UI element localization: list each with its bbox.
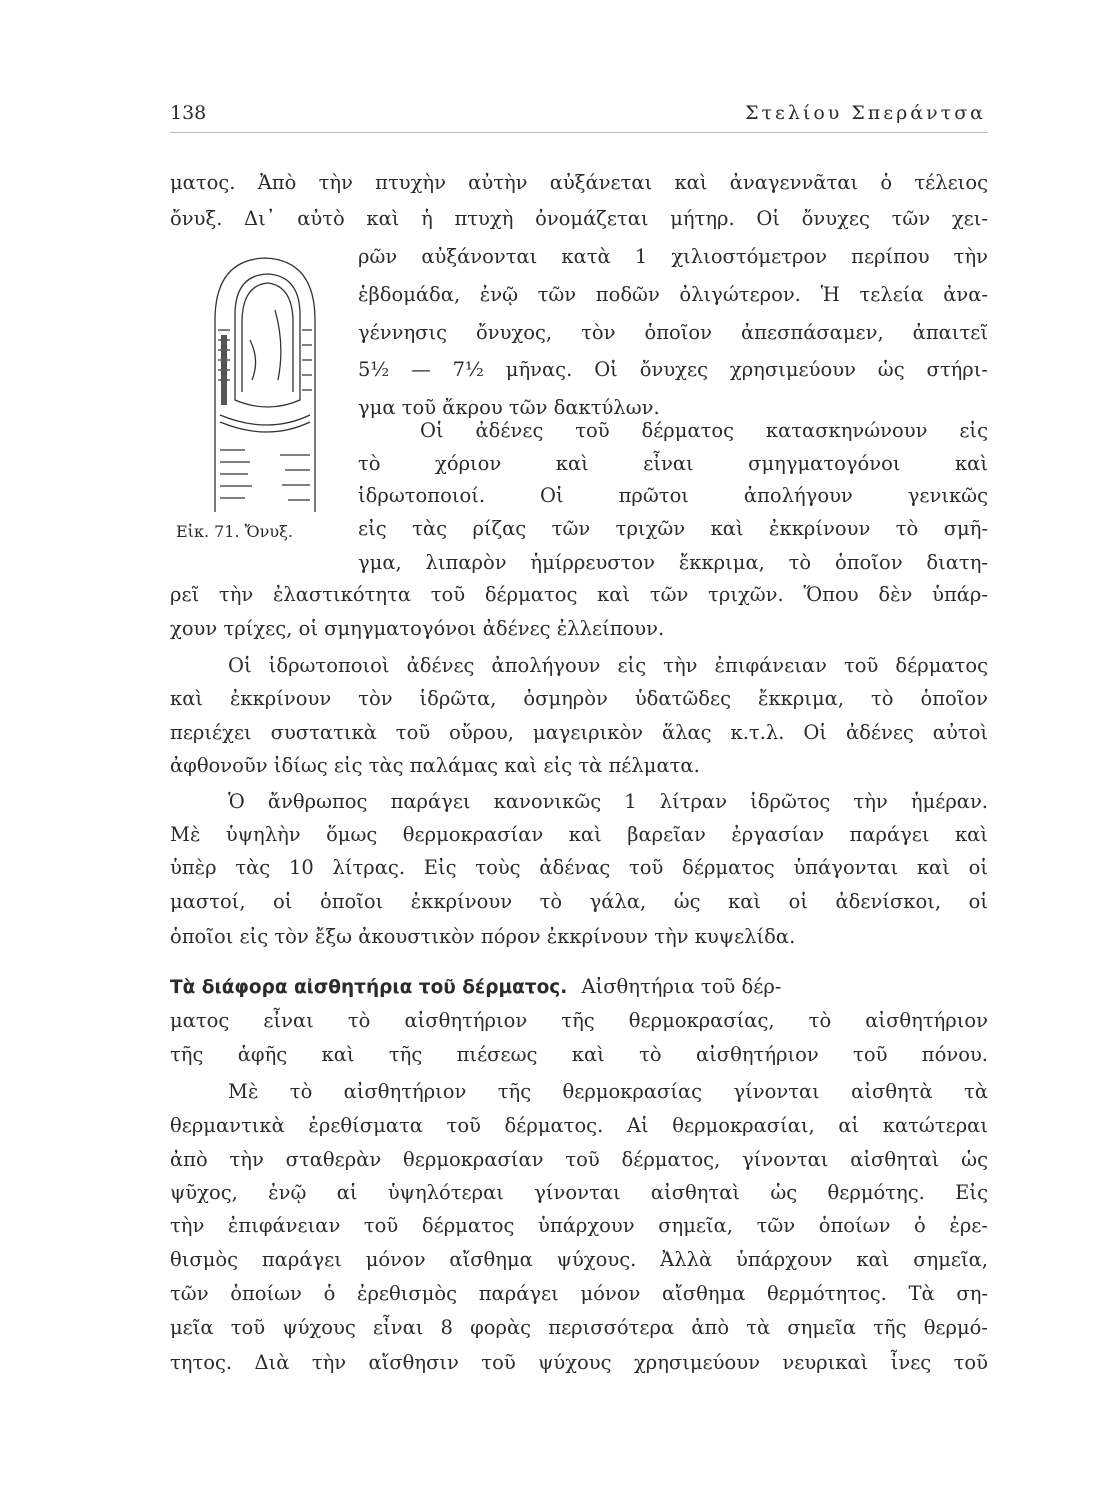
text-line: ρεῖ τὴν ἐλαστικότητα τοῦ δέρματος καὶ τῶν τριχῶν. Ὅπου δὲν ὑπάρ- (170, 583, 988, 606)
text-line: θισμὸς παράγει μόνον αἴσθημα ψύχους. Ἀλλὰ ὑπάρχουν καὶ σημεῖα, (170, 1248, 988, 1271)
fingernail-illustration (190, 250, 340, 515)
text-line: τὴν ἐπιφάνειαν τοῦ δέρματος ὑπάρχουν σημεῖα, τῶν ὁποίων ὁ ἐρε- (170, 1214, 988, 1237)
text-line: γμα, λιπαρὸν ἡμίρρευστον ἔκκριμα, τὸ ὁποῖον διατη- (358, 551, 988, 574)
text-line: ρῶν αὐξάνονται κατὰ 1 χιλιοστόμετρον περίπου τὴν (358, 245, 988, 268)
section-heading-line (170, 972, 988, 1003)
text-line: τὸ χόριον καὶ εἶναι σμηγματογόνοι καὶ (358, 452, 988, 475)
text-line: 5½ — 7½ μῆνας. Οἱ ὄνυχες χρησιμεύουν ὡς στήρι- (358, 358, 988, 381)
text-line: μαστοί, οἱ ὁποῖοι ἐκκρίνουν τὸ γάλα, ὡς καὶ οἱ ἀδενίσκοι, οἱ (170, 890, 988, 913)
text-line: Οἱ ἀδένες τοῦ δέρματος κατασκηνώνουν εἰς (420, 419, 988, 442)
running-title: Στελίου Σπεράντσα (745, 102, 986, 124)
page-number: 138 (170, 102, 207, 124)
text-line: χουν τρίχες, οἱ σμηγματογόνοι ἀδένες ἐλλείπουν. (170, 617, 665, 640)
text-line: ματος. Ἀπὸ τὴν πτυχὴν αὐτὴν αὐξάνεται καὶ ἀναγεννᾶται ὁ τέλειος (170, 171, 988, 194)
text-line: ἑβδομάδα, ἐνῷ τῶν ποδῶν ὀλιγώτερον. Ἡ τελεία ἀνα- (358, 283, 988, 306)
text-line: ὄνυξ. Δι᾽ αὐτὸ καὶ ἡ πτυχὴ ὀνομάζεται μήτηρ. Οἱ ὄνυχες τῶν χει- (170, 207, 988, 230)
text-line: μεῖα τοῦ ψύχους εἶναι 8 φορὰς περισσότερα ἀπὸ τὰ σημεῖα τῆς θερμό- (170, 1316, 988, 1339)
section-heading-tail: Αἰσθητήρια τοῦ δέρ- (581, 975, 782, 998)
text-line: περιέχει συστατικὰ τοῦ οὔρου, μαγειρικὸν ἅλας κ.τ.λ. Οἱ ἀδένες αὐτοὶ (170, 721, 988, 744)
text-line: ἱδρωτοποιοί. Οἱ πρῶτοι ἀπολήγουν γενικῶς (358, 484, 988, 507)
text-line: καὶ ἐκκρίνουν τὸν ἱδρῶτα, ὀσμηρὸν ὑδατῶδες ἔκκριμα, τὸ ὁποῖον (170, 687, 988, 710)
text-line: ὁποῖοι εἰς τὸν ἔξω ἀκουστικὸν πόρον ἐκκρίνουν τὴν κυψελίδα. (170, 925, 796, 948)
text-line: Οἱ ἱδρωτοποιοὶ ἀδένες ἀπολήγουν εἰς τὴν ἐπιφάνειαν τοῦ δέρματος (228, 654, 988, 677)
page-header (170, 100, 988, 133)
text-line: τῶν ὁποίων ὁ ἐρεθισμὸς παράγει μόνον αἴσθημα θερμότητος. Τὰ ση- (170, 1282, 988, 1305)
section-heading: Τὰ διάφορα αἰσθητήρια τοῦ δέρματος. (170, 977, 568, 998)
text-line: ματος εἶναι τὸ αἰσθητήριον τῆς θερμοκρασίας, τὸ αἰσθητήριον (170, 1009, 988, 1032)
figure-caption: Εἰκ. 71. Ὄνυξ. (176, 522, 293, 541)
text-line: θερμαντικὰ ἐρεθίσματα τοῦ δέρματος. Αἱ θερμοκρασίαι, αἱ κατώτεραι (170, 1114, 988, 1137)
text-line: τητος. Διὰ τὴν αἴσθησιν τοῦ ψύχους χρησιμεύουν νευρικαὶ ἶνες τοῦ (170, 1351, 988, 1374)
text-line: ὑπὲρ τὰς 10 λίτρας. Εἰς τοὺς ἀδένας τοῦ δέρματος ὑπάγονται καὶ οἱ (170, 856, 988, 879)
fingernail-icon (190, 250, 340, 515)
text-line: ἀπὸ τὴν σταθερὰν θερμοκρασίαν τοῦ δέρματος, γίνονται αἰσθηταὶ ὡς (170, 1148, 988, 1171)
text-line: ψῦχος, ἐνῷ αἱ ὑψηλότεραι γίνονται αἰσθηταὶ ὡς θερμότης. Εἰς (170, 1181, 988, 1204)
text-line: τῆς ἁφῆς καὶ τῆς πιέσεως καὶ τὸ αἰσθητήριον τοῦ πόνου. (170, 1043, 988, 1066)
text-line: Ὁ ἄνθρωπος παράγει κανονικῶς 1 λίτραν ἱδρῶτος τὴν ἡμέραν. (228, 790, 988, 813)
text-line: Μὲ τὸ αἰσθητήριον τῆς θερμοκρασίας γίνονται αἰσθητὰ τὰ (228, 1080, 988, 1103)
text-line: ἀφθονοῦν ἰδίως εἰς τὰς παλάμας καὶ εἰς τὰ πέλματα. (170, 754, 700, 777)
text-line: Μὲ ὑψηλὴν ὅμως θερμοκρασίαν καὶ βαρεῖαν ἐργασίαν παράγει καὶ (170, 823, 988, 846)
text-line: εἰς τὰς ρίζας τῶν τριχῶν καὶ ἐκκρίνουν τὸ σμῆ- (358, 517, 988, 540)
text-line: γμα τοῦ ἄκρου τῶν δακτύλων. (358, 396, 660, 419)
text-line: γέννησις ὄνυχος, τὸν ὁποῖον ἀπεσπάσαμεν, ἀπαιτεῖ (358, 321, 988, 344)
